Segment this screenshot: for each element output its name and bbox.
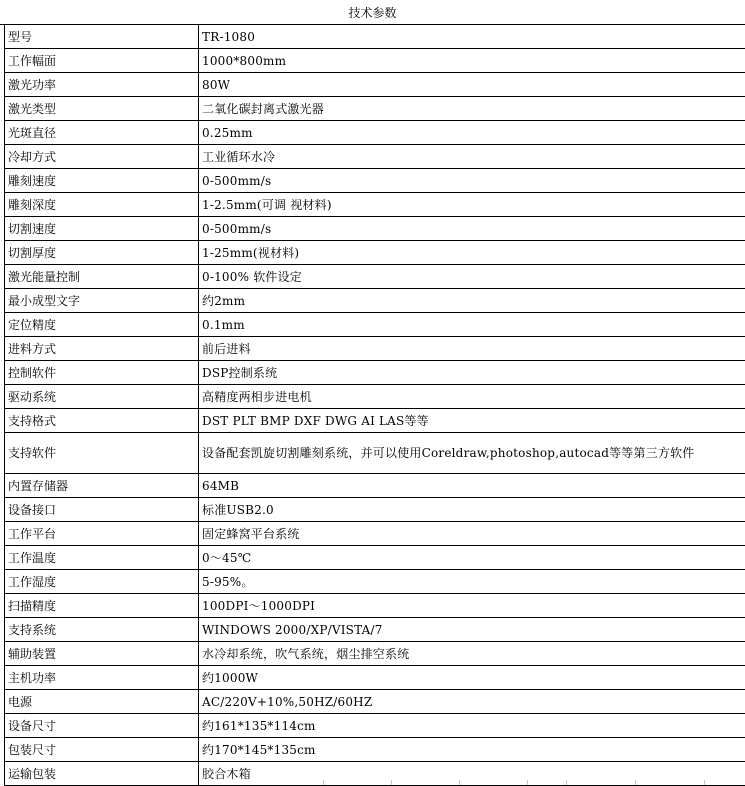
param-label: 内置存储器 — [5, 474, 199, 498]
param-label: 设备尺寸 — [5, 714, 199, 738]
param-value: 设备配套凯旋切割雕刻系统，并可以使用Coreldraw,photoshop,autocad等等第三方软件 — [199, 433, 745, 474]
table-row — [5, 498, 745, 522]
table-row — [5, 97, 745, 121]
table-row — [5, 546, 745, 570]
param-label: 控制软件 — [5, 361, 199, 385]
param-label: 运输包装 — [5, 762, 199, 786]
grid-tick — [566, 780, 567, 785]
param-label: 最小成型文字 — [5, 289, 199, 313]
param-value: 约161*135*114cm — [199, 714, 745, 738]
param-label: 激光类型 — [5, 97, 199, 121]
grid-tick — [391, 780, 392, 785]
table-row — [5, 570, 745, 594]
param-value: 固定蜂窝平台系统 — [199, 522, 745, 546]
param-value: 约170*145*135cm — [199, 738, 745, 762]
param-value: 标准USB2.0 — [199, 498, 745, 522]
param-label: 激光能量控制 — [5, 265, 199, 289]
grid-tick — [704, 780, 705, 785]
table-row — [5, 714, 745, 738]
param-label: 光斑直径 — [5, 121, 199, 145]
param-value: 80W — [199, 73, 745, 97]
param-label: 工作温度 — [5, 546, 199, 570]
table-row — [5, 217, 745, 241]
table-row — [5, 265, 745, 289]
param-value: 1-2.5mm(可调 视材料) — [199, 193, 745, 217]
table-row — [5, 433, 745, 474]
table-row — [5, 762, 745, 786]
table-row — [5, 193, 745, 217]
param-label: 型号 — [5, 25, 199, 49]
table-row — [5, 642, 745, 666]
param-value: 高精度两相步进电机 — [199, 385, 745, 409]
table-row — [5, 690, 745, 714]
param-label: 主机功率 — [5, 666, 199, 690]
grid-tick — [323, 780, 324, 785]
param-value: TR-1080 — [199, 25, 745, 49]
table-row — [5, 25, 745, 49]
param-value: 0.25mm — [199, 121, 745, 145]
table-row — [5, 73, 745, 97]
param-label: 设备接口 — [5, 498, 199, 522]
table-row — [5, 385, 745, 409]
table-row — [5, 361, 745, 385]
param-value: 0-500mm/s — [199, 217, 745, 241]
param-label: 工作平台 — [5, 522, 199, 546]
param-label: 切割速度 — [5, 217, 199, 241]
param-label: 切割厚度 — [5, 241, 199, 265]
param-label: 电源 — [5, 690, 199, 714]
table-row — [5, 409, 745, 433]
table-row — [5, 738, 745, 762]
spec-table-body — [5, 25, 745, 786]
param-value: 0-500mm/s — [199, 169, 745, 193]
param-label: 扫描精度 — [5, 594, 199, 618]
table-row — [5, 474, 745, 498]
param-label: 工作湿度 — [5, 570, 199, 594]
table-row — [5, 49, 745, 73]
spec-table — [4, 24, 745, 786]
table-row — [5, 313, 745, 337]
param-label: 定位精度 — [5, 313, 199, 337]
sheet-title-text: 技术参数 — [348, 4, 396, 21]
param-label: 包装尺寸 — [5, 738, 199, 762]
param-value: 工业循环水冷 — [199, 145, 745, 169]
table-row — [5, 145, 745, 169]
table-row — [5, 618, 745, 642]
param-value: 水冷却系统，吹气系统，烟尘排空系统 — [199, 642, 745, 666]
param-value: 0～45℃ — [199, 546, 745, 570]
param-label: 激光功率 — [5, 73, 199, 97]
grid-tick — [635, 780, 636, 785]
param-value: 100DPI～1000DPI — [199, 594, 745, 618]
param-label: 冷却方式 — [5, 145, 199, 169]
param-value: 1000*800mm — [199, 49, 745, 73]
param-value: 5-95%。 — [199, 570, 745, 594]
param-label: 支持系统 — [5, 618, 199, 642]
param-label: 工作幅面 — [5, 49, 199, 73]
param-value: 0.1mm — [199, 313, 745, 337]
grid-tick — [459, 780, 460, 785]
table-row — [5, 337, 745, 361]
param-value: AC/220V+10%,50HZ/60HZ — [199, 690, 745, 714]
param-value: 约1000W — [199, 666, 745, 690]
table-row — [5, 522, 745, 546]
param-label: 雕刻深度 — [5, 193, 199, 217]
param-value: DST PLT BMP DXF DWG AI LAS等等 — [199, 409, 745, 433]
grid-tick — [527, 780, 528, 785]
param-value: 约2mm — [199, 289, 745, 313]
table-row — [5, 241, 745, 265]
param-value: 0-100% 软件设定 — [199, 265, 745, 289]
param-label: 进料方式 — [5, 337, 199, 361]
sheet-title — [0, 0, 745, 25]
table-row — [5, 289, 745, 313]
param-label: 雕刻速度 — [5, 169, 199, 193]
param-label: 支持格式 — [5, 409, 199, 433]
table-row — [5, 169, 745, 193]
param-value: WINDOWS 2000/XP/VISTA/7 — [199, 618, 745, 642]
param-label: 支持软件 — [5, 433, 199, 474]
param-value: 胶合木箱 — [199, 762, 745, 786]
table-row — [5, 666, 745, 690]
param-value: 前后进料 — [199, 337, 745, 361]
param-label: 辅助装置 — [5, 642, 199, 666]
table-row — [5, 594, 745, 618]
param-value: 64MB — [199, 474, 745, 498]
param-value: 1-25mm(视材料) — [199, 241, 745, 265]
table-row — [5, 121, 745, 145]
param-value: DSP控制系统 — [199, 361, 745, 385]
param-label: 驱动系统 — [5, 385, 199, 409]
param-value: 二氧化碳封离式激光器 — [199, 97, 745, 121]
